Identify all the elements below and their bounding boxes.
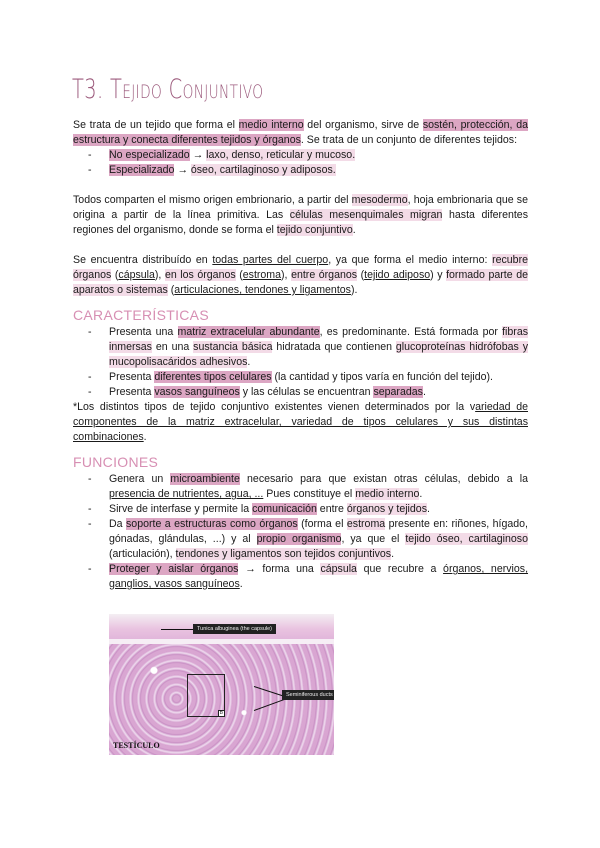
testicle-histology-image <box>109 614 334 755</box>
text-run: Presenta una <box>109 326 178 338</box>
highlighted-text: Proteger y aislar órganos <box>109 563 239 575</box>
text-run: . <box>391 548 395 560</box>
highlighted-text: laxo, denso, reticular y mucoso. <box>206 149 356 161</box>
text-run: necesario para que existan otras células, debido a la <box>239 473 528 485</box>
highlighted-text: medio interno <box>355 488 420 500</box>
highlighted-text: separadas <box>373 386 423 398</box>
list-item <box>73 163 528 178</box>
label-capsule: Tunica albuginea (the capsule) <box>193 624 276 634</box>
list-item <box>73 385 528 400</box>
underlined-text: tejido adiposo <box>364 269 431 281</box>
text-run: Genera un <box>109 473 171 485</box>
text-run: del organismo, sirve de <box>303 119 423 131</box>
highlighted-text: medio interno <box>238 119 304 131</box>
list-item <box>73 325 528 370</box>
highlighted-text: glucoproteínas hidrófobas y mucopolisacáridos adhesivos <box>109 341 528 368</box>
text-run: entre <box>316 503 347 515</box>
highlighted-text: tejido óseo, cartilaginoso <box>405 533 528 545</box>
zoom-box-label: B <box>219 710 223 716</box>
text-run: . <box>352 224 356 236</box>
highlighted-text: en los órganos <box>164 269 236 281</box>
text-run: *Los distintos tipos de tejido conjuntivo existentes vienen determinados por la v <box>73 401 476 413</box>
arrow-tubules-1 <box>254 686 285 697</box>
text-run: ), <box>154 269 165 281</box>
document-body <box>73 118 528 592</box>
text-run: y las células se encuentran <box>239 386 374 398</box>
text-run: . Se trata de un conjunto de diferentes tejidos: <box>300 134 518 146</box>
section-heading-characteristics: CARACTERÍSTICAS <box>73 307 209 323</box>
label-tubules: Seminiferous ducts <box>282 690 334 700</box>
list-item <box>73 148 528 163</box>
highlighted-text: recubre órganos <box>73 254 528 281</box>
text-run: hasta diferentes regiones del organismo, donde se forma el <box>73 209 528 236</box>
underlined-text: presencia de nutrientes, agua, ... <box>109 488 264 500</box>
text-run: Se encuentra distribuído en <box>73 254 213 266</box>
text-run: Da <box>109 518 126 530</box>
highlighted-text: tendones y ligamentos son tejidos conjuntivos <box>175 548 392 560</box>
highlighted-text: células mesenquimales migran <box>289 209 443 221</box>
highlighted-text: sustancia básica <box>193 341 273 353</box>
highlighted-text: tejido conjuntivo <box>276 224 353 236</box>
highlighted-text: Especializado <box>109 164 175 176</box>
highlighted-text: estroma <box>346 518 386 530</box>
text-run: Todos comparten el mismo origen embrionario, a partir del <box>73 194 352 206</box>
highlighted-text: mesodermo <box>351 194 408 206</box>
text-run: , ya que el <box>341 533 406 545</box>
underlined-text: todas partes del cuerpo <box>212 254 329 266</box>
distribution-paragraph <box>73 253 528 298</box>
intro-paragraph <box>73 118 528 148</box>
text-run: , hoja embrionaria que se origina a partir de la línea primitiva. Las <box>73 194 528 221</box>
origin-paragraph <box>73 193 528 238</box>
highlighted-text: fibras inmersas <box>109 326 529 353</box>
text-run: → <box>174 164 191 176</box>
underlined-text: estroma <box>242 269 282 281</box>
text-run: → <box>189 149 207 161</box>
highlighted-text: sostén, protección, da estructura y conecta diferentes tejidos y órganos <box>73 119 528 146</box>
highlighted-text: diferentes tipos celulares <box>154 371 272 383</box>
underlined-text: cápsula <box>118 269 155 281</box>
list-item <box>73 562 528 592</box>
text-run: ), <box>281 269 292 281</box>
text-run: . <box>427 503 430 515</box>
text-run: Se trata de un tejido que forma el <box>73 119 239 131</box>
highlighted-text: propio organismo <box>256 533 342 545</box>
characteristics-list <box>73 325 528 400</box>
text-run: ) y <box>430 269 447 281</box>
text-run: , ya que forma el medio interno: <box>328 254 493 266</box>
list-item <box>73 370 528 385</box>
text-run: en una <box>151 341 194 353</box>
highlighted-text: vasos sanguíneos <box>154 386 240 398</box>
text-run: (articulación), <box>109 548 176 560</box>
text-run: . <box>239 578 243 590</box>
highlighted-text: matriz extracelular abundante <box>177 326 320 338</box>
highlighted-text: entre órganos <box>291 269 358 281</box>
zoom-box <box>187 674 225 717</box>
text-run: Pues constituye el <box>263 488 356 500</box>
underlined-text: órganos, nervios, ganglios, vasos sanguíneos <box>109 563 529 590</box>
highlighted-text: órganos y tejidos <box>346 503 427 515</box>
text-run: ( <box>111 269 119 281</box>
text-run: ( <box>235 269 243 281</box>
text-run: → forma una <box>238 563 321 575</box>
text-run: presente en: riñones, hígado, gónadas, glándulas, ...) y al <box>109 518 528 545</box>
highlighted-text: formado parte de aparatos o sistemas <box>73 269 528 296</box>
text-run: Presenta <box>109 386 155 398</box>
text-run: ( <box>167 284 175 296</box>
text-run: . <box>247 356 251 368</box>
text-run: hidratada que contienen <box>272 341 396 353</box>
list-item <box>73 502 528 517</box>
text-run: Presenta <box>109 371 155 383</box>
list-item <box>73 472 528 502</box>
underlined-text: articulaciones, tendones y ligamentos <box>174 284 351 296</box>
highlighted-text: cápsula <box>320 563 357 575</box>
note-paragraph <box>73 400 528 445</box>
highlighted-text: No especializado <box>109 149 190 161</box>
page-title: T3. Tejido Conjuntivo <box>72 74 264 105</box>
list-item <box>73 517 528 562</box>
text-run: . <box>419 488 423 500</box>
highlighted-text: óseo, cartilaginoso y adiposos. <box>190 164 336 176</box>
text-run: (forma el <box>297 518 347 530</box>
text-run: ( <box>357 269 365 281</box>
arrow-capsule <box>161 629 193 630</box>
underlined-text: ariedad de componentes de la matriz extracelular, variedad de tipos celulares y sus distintas combinaciones <box>73 401 528 443</box>
highlighted-text: comunicación <box>252 503 317 515</box>
text-run: . <box>143 431 147 443</box>
text-run: ). <box>350 284 358 296</box>
highlighted-text: microambiente <box>170 473 240 485</box>
highlighted-text: soporte a estructuras como órganos <box>126 518 298 530</box>
text-run: , es predominante. Está formada por <box>319 326 503 338</box>
arrow-tubules-2 <box>254 699 284 711</box>
figure-caption: TESTÍCULO <box>113 741 160 750</box>
text-run: . <box>422 386 426 398</box>
text-run: Sirve de interfase y permite la <box>109 503 253 515</box>
functions-list <box>73 472 528 592</box>
tissue-types-list <box>73 148 528 178</box>
text-run: que recubre a <box>356 563 444 575</box>
section-heading-functions: FUNCIONES <box>73 454 159 470</box>
text-run: (la cantidad y tipos varía en función del tejido). <box>271 371 493 383</box>
